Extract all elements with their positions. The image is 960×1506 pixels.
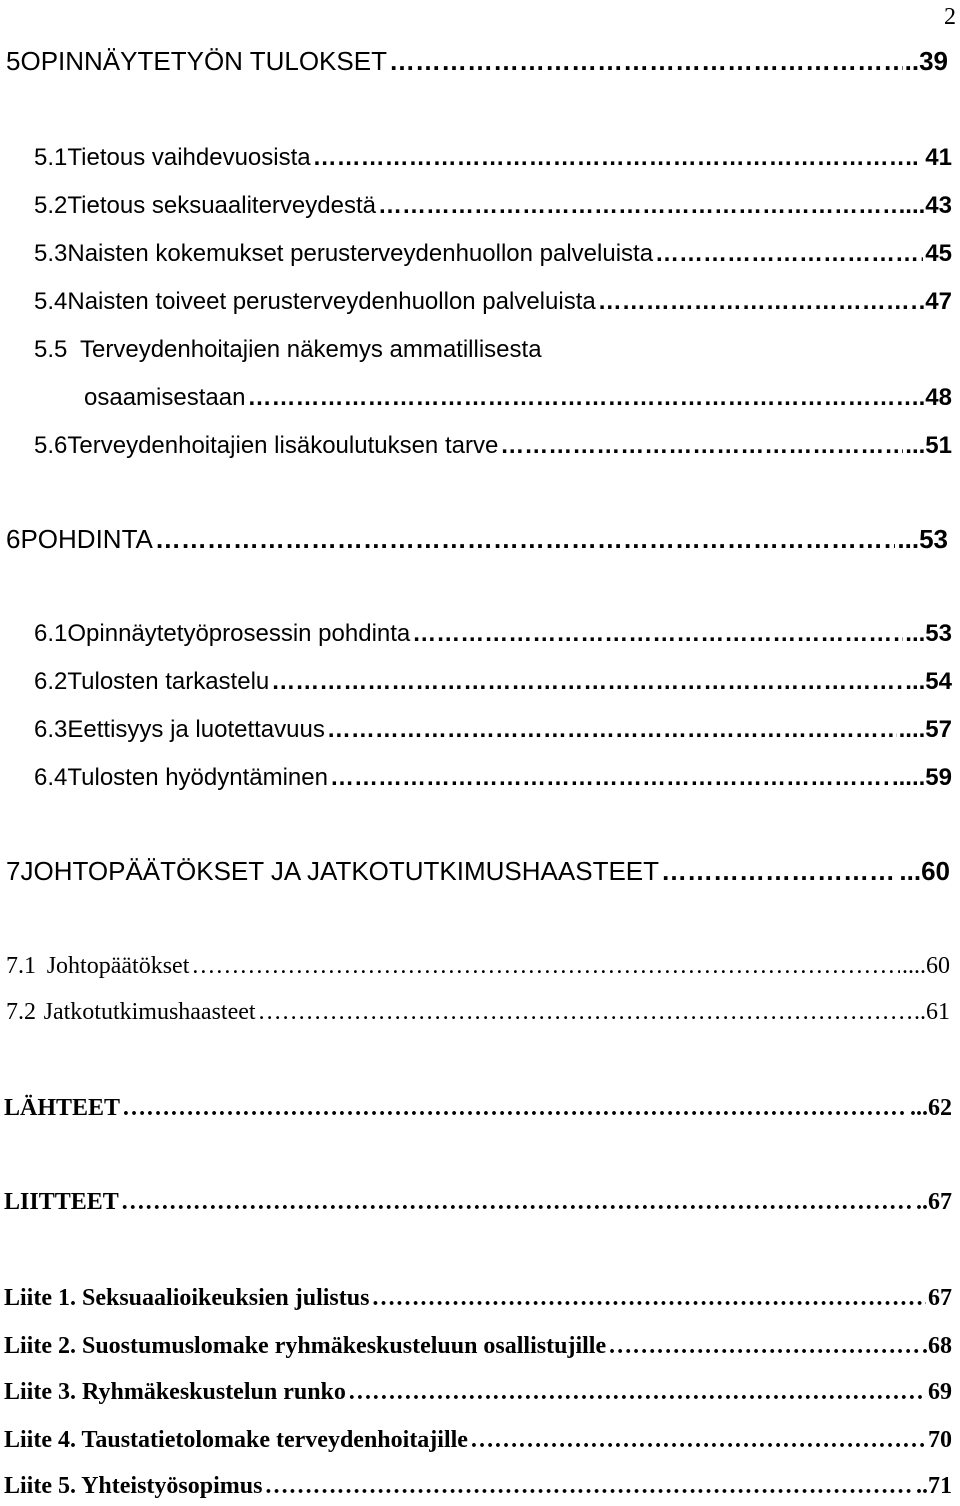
toc-title: Tietous seksuaaliterveydestä: [67, 192, 376, 219]
toc-entry-5-5-continued[interactable]: [84, 386, 952, 410]
toc-title: Tietous vaihdevuosista: [67, 144, 311, 171]
toc-title: Terveydenhoitajien lisäkoulutuksen tarve: [67, 432, 499, 459]
toc-title: Liite 2. Suostumuslomake ryhmäkeskusteluun osallistujille: [4, 1333, 607, 1359]
toc-leader: [655, 242, 923, 266]
toc-page: ..61: [914, 999, 950, 1025]
toc-number: 7.1: [6, 953, 36, 979]
toc-leader: [264, 1474, 914, 1498]
toc-title: Naisten kokemukset perusterveydenhuollon palveluista: [67, 240, 654, 267]
toc-entry-5-1[interactable]: [34, 146, 952, 170]
toc-title: LIITTEET: [4, 1189, 119, 1215]
toc-page: 70: [928, 1427, 952, 1453]
toc-leader: [313, 146, 904, 170]
toc-entry-5-2[interactable]: [34, 194, 952, 218]
toc-number: 6.4: [34, 764, 68, 791]
toc-title: OPINNÄYTETYÖN TULOKSET: [20, 46, 387, 76]
toc-entry-appendix-1[interactable]: [4, 1286, 952, 1310]
toc-leader: [271, 670, 903, 694]
toc-leader: [412, 622, 903, 646]
toc-entry-6-1[interactable]: [34, 622, 952, 646]
toc-leader: [389, 48, 903, 74]
toc-entry-appendix-3[interactable]: [4, 1380, 952, 1404]
toc-entry-6-3[interactable]: [34, 718, 952, 742]
toc-leader: [378, 194, 897, 218]
toc-number: 5: [6, 46, 21, 76]
toc-number: 7.2: [6, 999, 36, 1025]
toc-page: ..71: [916, 1473, 952, 1499]
toc-entry-5-3[interactable]: [34, 242, 952, 266]
toc-page: 45: [925, 240, 952, 267]
toc-leader: [121, 1190, 914, 1214]
toc-page: .48: [918, 384, 952, 411]
toc-entry-5-6[interactable]: [34, 434, 952, 458]
toc-entry-appendix-4[interactable]: [4, 1428, 952, 1452]
toc-number: 5.5: [34, 336, 68, 363]
toc-number: 5.2: [34, 192, 68, 219]
toc-title: Liite 5. Yhteistyösopimus: [4, 1473, 263, 1499]
toc-leader: [661, 858, 897, 884]
toc-number: 6.1: [34, 620, 68, 647]
toc-page: ..39: [904, 46, 948, 76]
toc-title: Tulosten tarkastelu: [67, 668, 270, 695]
toc-number: 5.4: [34, 288, 68, 315]
toc-leader: [122, 1096, 908, 1120]
toc-entry-7-1[interactable]: [6, 954, 950, 978]
toc-title: Tulosten hyödyntäminen: [67, 764, 328, 791]
toc-number: 7: [6, 856, 21, 886]
toc-title: POHDINTA: [20, 524, 153, 554]
toc-title: Johtopäätökset: [46, 953, 190, 979]
toc-title: Terveydenhoitajien näkemys ammatillisesta: [80, 336, 542, 363]
toc-number: 5.6: [34, 432, 68, 459]
toc-entry-chapter-6[interactable]: [6, 526, 948, 552]
toc-leader: [191, 954, 900, 978]
toc-entry-5-5[interactable]: [34, 338, 952, 362]
toc-title: Liite 3. Ryhmäkeskustelun runko: [4, 1379, 346, 1405]
toc-page: ...51: [905, 432, 952, 459]
toc-page: ..67: [916, 1189, 952, 1215]
toc-title: Opinnäytetyöprosessin pohdinta: [67, 620, 411, 647]
toc-number: 5.3: [34, 240, 68, 267]
toc-entry-6-2[interactable]: [34, 670, 952, 694]
toc-entry-5-4[interactable]: [34, 290, 952, 314]
toc-title: Liite 1. Seksuaalioikeuksien julistus: [4, 1285, 370, 1311]
toc-page: ....57: [898, 716, 952, 743]
toc-entry-appendix-5[interactable]: [4, 1474, 952, 1498]
toc-title: Naisten toiveet perusterveydenhuollon palveluista: [67, 288, 596, 315]
toc-page: ...62: [910, 1095, 952, 1121]
toc-leader: [327, 718, 897, 742]
toc-entry-chapter-5[interactable]: [6, 48, 948, 74]
toc-page: ...54: [905, 668, 952, 695]
toc-leader: [155, 526, 896, 552]
toc-entry-references[interactable]: [4, 1096, 952, 1120]
toc-entry-chapter-7[interactable]: [6, 858, 950, 884]
toc-number: 6.2: [34, 668, 68, 695]
toc-number: 6.3: [34, 716, 68, 743]
toc-leader: [500, 434, 903, 458]
toc-leader: [470, 1428, 926, 1452]
toc-entry-appendices[interactable]: [4, 1190, 952, 1214]
toc-page: .. 41: [905, 144, 952, 171]
toc-page: ...60: [899, 856, 950, 886]
toc-title: Liite 4. Taustatietolomake terveydenhoitajille: [4, 1427, 468, 1453]
toc-page: ....60: [902, 953, 950, 979]
toc-number: 5.1: [34, 144, 68, 171]
toc-entry-7-2[interactable]: [6, 1000, 950, 1024]
toc-number: 6: [6, 524, 21, 554]
toc-leader: [330, 766, 890, 790]
toc-leader: [371, 1286, 926, 1310]
toc-leader: [348, 1380, 926, 1404]
toc-title: JOHTOPÄÄTÖKSET JA JATKOTUTKIMUSHAASTEET: [20, 856, 660, 886]
toc-page: ....43: [898, 192, 952, 219]
toc-page: ...53: [897, 524, 948, 554]
toc-page: 67: [928, 1285, 952, 1311]
toc-page: ...53: [905, 620, 952, 647]
toc-page: 69: [928, 1379, 952, 1405]
toc-title: Eettisyys ja luotettavuus: [67, 716, 325, 743]
toc-entry-6-4[interactable]: [34, 766, 952, 790]
page-number: 2: [944, 4, 956, 30]
toc-leader: [598, 290, 917, 314]
toc-page: .....59: [891, 764, 952, 791]
toc-leader: [247, 386, 916, 410]
toc-page: .47: [918, 288, 952, 315]
toc-title-continued: osaamisestaan: [84, 384, 246, 411]
toc-leader: [258, 1000, 912, 1024]
toc-title: LÄHTEET: [4, 1095, 121, 1121]
toc-leader: [608, 1334, 920, 1358]
toc-page: .68: [922, 1333, 952, 1359]
toc-entry-appendix-2[interactable]: [4, 1334, 952, 1358]
toc-title: Jatkotutkimushaasteet: [43, 999, 256, 1025]
